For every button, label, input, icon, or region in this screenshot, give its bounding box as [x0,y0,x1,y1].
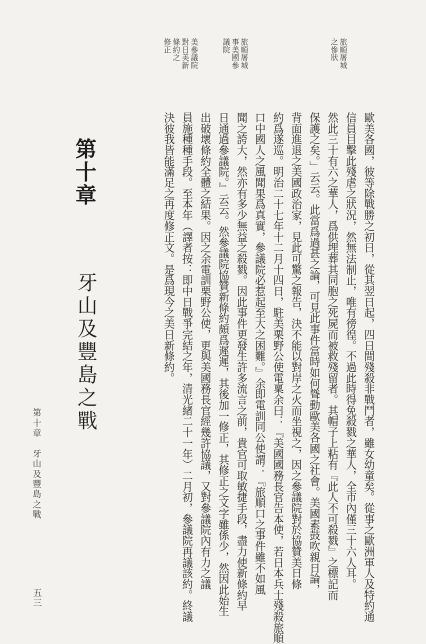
body-line: 歐美各國，彼等除戰勝之初日，從其翌日起，四日間殘殺非戰鬥者，雖女幼童矣。從事之歐洲軍人及特約通 [363,112,376,622]
body-line: 保護之矣。」云云。此當爲過甚之論，可見此事件當時如何聳動歐美各國之社會。美國素鼓吹親日論， [308,112,322,595]
page-number: 五三 [31,588,41,608]
margin-note-line: 旅順屠城 [240,38,249,70]
chapter-title: 牙山及豐島之戰 [74,272,98,433]
body-line: 聞之誇大，然亦有多少無益之殺戮。因此事件更發生許多流言之前，貴官可取敏捷手段，盡力使新條約早 [235,112,249,612]
body-line: 決彼我皆能滿足之再度修正文。是爲現今之美日新條約。 [162,112,176,384]
running-head: 第十章 牙山及豐島之戰 [31,408,41,521]
margin-note-line: 美參議院 [190,38,199,70]
margin-note-line: 事美國參 [231,38,240,70]
margin-note [222,38,249,69]
body-line: 約爲遂巡。明治二十七年十二月十四日，駐美栗野公使電稟余曰：『美國國務長官告本使，若日本兵士殘殺旅順 [272,112,286,644]
chapter-number: 第十章 [73,138,98,207]
margin-note-line: 議院 [222,38,231,54]
margin-note [330,38,348,69]
body-line: 出破壞條約全體之結果。因之余電訓栗野公使，更與美國務長官經幾許協議，又對參議院內有力之議 [199,112,213,590]
body-text [160,112,378,644]
margin-note-line: 條約之 [172,38,181,62]
margin-note-line: 旅順屠城 [339,38,348,70]
body-line: 背面進退之美國政治家，見此可驚之報告，決不能以對岸之火而坐視之，因之參議院對於協贊美日條 [290,112,304,590]
margin-note-line: 之慘狀 [330,38,339,62]
margin-note [163,38,199,69]
margin-note-line: 修正 [163,38,172,54]
margin-note-line: 對日美新 [181,38,190,70]
body-line: 信員目擊此殘虐之狀況，然無法制止，唯有徬徨。不過此時得免殺戮之華人，全市內僅三十六人耳。 [344,112,358,590]
body-line: 員施種種手段。至本年（譯者按：即中日戰爭完結之年，清光緒二十一年）二月初，參議院再議該約。終議 [181,112,195,622]
body-line: 然此三十有六之華人，爲供埋葬其同胞之死屍而被救殘留者。其帽子上粘有『此人不可殺戮』之標記而 [326,112,340,601]
body-line: 口中國人之風聞果爲真實，參議院必惹起至大之困難。』余即電訓同公使謂：『旅順口之事件雖不如風 [253,112,267,595]
body-line: 日通過參議院。』云云。然參議院協贊新條約頗爲遲遲，其後加一修正，其修正之文字雖係少，然因此始生 [217,112,231,617]
